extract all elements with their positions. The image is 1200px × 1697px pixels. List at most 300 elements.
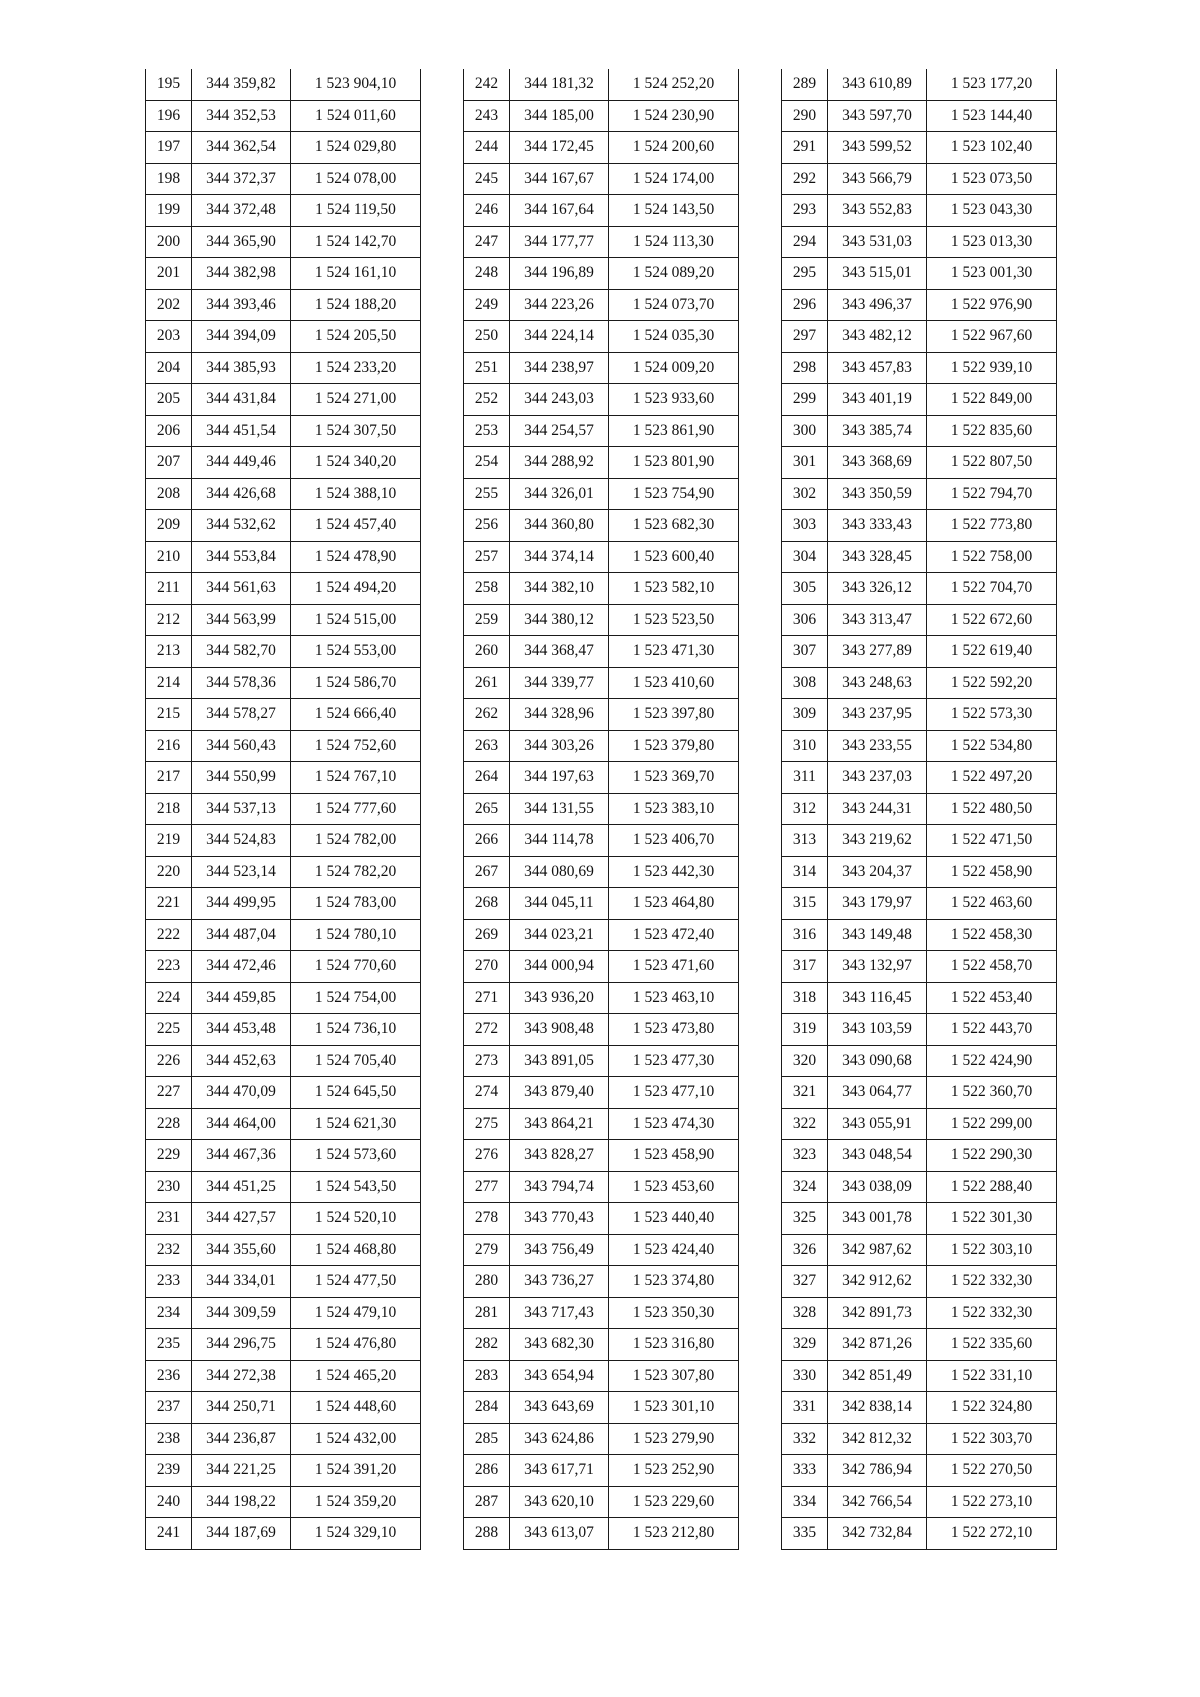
y-coordinate-cell: 1 524 011,60 xyxy=(291,100,421,132)
point-number-cell: 212 xyxy=(146,604,192,636)
table-row xyxy=(782,1360,1057,1392)
coordinates-table-2 xyxy=(463,69,739,1550)
point-number-cell: 320 xyxy=(782,1045,828,1077)
x-coordinate-cell: 342 987,62 xyxy=(828,1234,927,1266)
x-coordinate-cell: 343 244,31 xyxy=(828,793,927,825)
point-number-cell: 314 xyxy=(782,856,828,888)
point-number-cell: 208 xyxy=(146,478,192,510)
x-coordinate-cell: 344 181,32 xyxy=(510,69,609,100)
x-coordinate-cell: 343 936,20 xyxy=(510,982,609,1014)
y-coordinate-cell: 1 524 573,60 xyxy=(291,1140,421,1172)
table-row xyxy=(464,1266,739,1298)
y-coordinate-cell: 1 523 754,90 xyxy=(609,478,739,510)
x-coordinate-cell: 343 736,27 xyxy=(510,1266,609,1298)
x-coordinate-cell: 344 537,13 xyxy=(192,793,291,825)
point-number-cell: 219 xyxy=(146,825,192,857)
point-number-cell: 199 xyxy=(146,195,192,227)
table-row xyxy=(464,258,739,290)
y-coordinate-cell: 1 522 303,70 xyxy=(927,1423,1057,1455)
x-coordinate-cell: 343 496,37 xyxy=(828,289,927,321)
x-coordinate-cell: 342 912,62 xyxy=(828,1266,927,1298)
point-number-cell: 294 xyxy=(782,226,828,258)
table-row xyxy=(782,447,1057,479)
table-row xyxy=(146,1455,421,1487)
point-number-cell: 309 xyxy=(782,699,828,731)
y-coordinate-cell: 1 524 009,20 xyxy=(609,352,739,384)
point-number-cell: 307 xyxy=(782,636,828,668)
x-coordinate-cell: 344 431,84 xyxy=(192,384,291,416)
x-coordinate-cell: 343 756,49 xyxy=(510,1234,609,1266)
x-coordinate-cell: 343 368,69 xyxy=(828,447,927,479)
x-coordinate-cell: 344 563,99 xyxy=(192,604,291,636)
x-coordinate-cell: 342 766,54 xyxy=(828,1486,927,1518)
table-row xyxy=(782,825,1057,857)
x-coordinate-cell: 343 326,12 xyxy=(828,573,927,605)
table-row xyxy=(146,951,421,983)
y-coordinate-cell: 1 524 777,60 xyxy=(291,793,421,825)
y-coordinate-cell: 1 522 704,70 xyxy=(927,573,1057,605)
table-body xyxy=(464,69,739,1549)
x-coordinate-cell: 344 426,68 xyxy=(192,478,291,510)
table-row xyxy=(146,1360,421,1392)
x-coordinate-cell: 343 599,52 xyxy=(828,132,927,164)
x-coordinate-cell: 343 333,43 xyxy=(828,510,927,542)
point-number-cell: 296 xyxy=(782,289,828,321)
table-row xyxy=(146,510,421,542)
y-coordinate-cell: 1 523 473,80 xyxy=(609,1014,739,1046)
x-coordinate-cell: 343 864,21 xyxy=(510,1108,609,1140)
y-coordinate-cell: 1 523 369,70 xyxy=(609,762,739,794)
x-coordinate-cell: 344 177,77 xyxy=(510,226,609,258)
y-coordinate-cell: 1 522 619,40 xyxy=(927,636,1057,668)
x-coordinate-cell: 344 451,54 xyxy=(192,415,291,447)
x-coordinate-cell: 344 224,14 xyxy=(510,321,609,353)
y-coordinate-cell: 1 524 477,50 xyxy=(291,1266,421,1298)
y-coordinate-cell: 1 523 463,10 xyxy=(609,982,739,1014)
y-coordinate-cell: 1 524 252,20 xyxy=(609,69,739,100)
x-coordinate-cell: 343 179,97 xyxy=(828,888,927,920)
table-row xyxy=(464,321,739,353)
point-number-cell: 203 xyxy=(146,321,192,353)
table-row xyxy=(782,100,1057,132)
x-coordinate-cell: 343 401,19 xyxy=(828,384,927,416)
point-number-cell: 238 xyxy=(146,1423,192,1455)
x-coordinate-cell: 343 328,45 xyxy=(828,541,927,573)
x-coordinate-cell: 344 355,60 xyxy=(192,1234,291,1266)
point-number-cell: 204 xyxy=(146,352,192,384)
table-row xyxy=(146,1234,421,1266)
x-coordinate-cell: 344 221,25 xyxy=(192,1455,291,1487)
point-number-cell: 279 xyxy=(464,1234,510,1266)
table-row xyxy=(782,132,1057,164)
point-number-cell: 213 xyxy=(146,636,192,668)
x-coordinate-cell: 343 350,59 xyxy=(828,478,927,510)
y-coordinate-cell: 1 523 374,80 xyxy=(609,1266,739,1298)
y-coordinate-cell: 1 524 782,00 xyxy=(291,825,421,857)
y-coordinate-cell: 1 522 939,10 xyxy=(927,352,1057,384)
table-row xyxy=(146,699,421,731)
y-coordinate-cell: 1 522 458,30 xyxy=(927,919,1057,951)
point-number-cell: 335 xyxy=(782,1518,828,1550)
table-row xyxy=(146,447,421,479)
y-coordinate-cell: 1 523 458,90 xyxy=(609,1140,739,1172)
table-row xyxy=(464,699,739,731)
y-coordinate-cell: 1 524 188,20 xyxy=(291,289,421,321)
y-coordinate-cell: 1 523 861,90 xyxy=(609,415,739,447)
table-row xyxy=(782,636,1057,668)
table-row xyxy=(464,132,739,164)
point-number-cell: 305 xyxy=(782,573,828,605)
table-row xyxy=(782,793,1057,825)
y-coordinate-cell: 1 524 515,00 xyxy=(291,604,421,636)
point-number-cell: 308 xyxy=(782,667,828,699)
point-number-cell: 317 xyxy=(782,951,828,983)
point-number-cell: 223 xyxy=(146,951,192,983)
y-coordinate-cell: 1 523 582,10 xyxy=(609,573,739,605)
table-row xyxy=(146,321,421,353)
x-coordinate-cell: 344 578,27 xyxy=(192,699,291,731)
point-number-cell: 227 xyxy=(146,1077,192,1109)
point-number-cell: 290 xyxy=(782,100,828,132)
y-coordinate-cell: 1 523 471,30 xyxy=(609,636,739,668)
x-coordinate-cell: 344 372,48 xyxy=(192,195,291,227)
y-coordinate-cell: 1 522 332,30 xyxy=(927,1297,1057,1329)
x-coordinate-cell: 344 223,26 xyxy=(510,289,609,321)
y-coordinate-cell: 1 524 494,20 xyxy=(291,573,421,605)
point-number-cell: 220 xyxy=(146,856,192,888)
x-coordinate-cell: 344 472,46 xyxy=(192,951,291,983)
table-row xyxy=(782,856,1057,888)
point-number-cell: 240 xyxy=(146,1486,192,1518)
x-coordinate-cell: 343 090,68 xyxy=(828,1045,927,1077)
table-row xyxy=(464,478,739,510)
point-number-cell: 334 xyxy=(782,1486,828,1518)
point-number-cell: 304 xyxy=(782,541,828,573)
point-number-cell: 225 xyxy=(146,1014,192,1046)
y-coordinate-cell: 1 524 142,70 xyxy=(291,226,421,258)
point-number-cell: 243 xyxy=(464,100,510,132)
x-coordinate-cell: 344 487,04 xyxy=(192,919,291,951)
y-coordinate-cell: 1 524 780,10 xyxy=(291,919,421,951)
table-row xyxy=(464,195,739,227)
x-coordinate-cell: 342 891,73 xyxy=(828,1297,927,1329)
x-coordinate-cell: 343 248,63 xyxy=(828,667,927,699)
point-number-cell: 315 xyxy=(782,888,828,920)
x-coordinate-cell: 344 250,71 xyxy=(192,1392,291,1424)
point-number-cell: 289 xyxy=(782,69,828,100)
point-number-cell: 202 xyxy=(146,289,192,321)
table-row xyxy=(782,1266,1057,1298)
table-row xyxy=(146,730,421,762)
y-coordinate-cell: 1 524 520,10 xyxy=(291,1203,421,1235)
point-number-cell: 272 xyxy=(464,1014,510,1046)
x-coordinate-cell: 343 233,55 xyxy=(828,730,927,762)
table-row xyxy=(464,793,739,825)
y-coordinate-cell: 1 524 457,40 xyxy=(291,510,421,542)
point-number-cell: 226 xyxy=(146,1045,192,1077)
y-coordinate-cell: 1 523 001,30 xyxy=(927,258,1057,290)
x-coordinate-cell: 343 682,30 xyxy=(510,1329,609,1361)
y-coordinate-cell: 1 523 043,30 xyxy=(927,195,1057,227)
point-number-cell: 198 xyxy=(146,163,192,195)
y-coordinate-cell: 1 522 301,30 xyxy=(927,1203,1057,1235)
point-number-cell: 269 xyxy=(464,919,510,951)
y-coordinate-cell: 1 524 705,40 xyxy=(291,1045,421,1077)
y-coordinate-cell: 1 523 904,10 xyxy=(291,69,421,100)
y-coordinate-cell: 1 522 458,90 xyxy=(927,856,1057,888)
table-row xyxy=(146,1108,421,1140)
x-coordinate-cell: 344 382,98 xyxy=(192,258,291,290)
x-coordinate-cell: 344 372,37 xyxy=(192,163,291,195)
y-coordinate-cell: 1 523 424,40 xyxy=(609,1234,739,1266)
table-row xyxy=(146,1140,421,1172)
point-number-cell: 221 xyxy=(146,888,192,920)
x-coordinate-cell: 343 617,71 xyxy=(510,1455,609,1487)
point-number-cell: 318 xyxy=(782,982,828,1014)
x-coordinate-cell: 344 464,00 xyxy=(192,1108,291,1140)
point-number-cell: 211 xyxy=(146,573,192,605)
x-coordinate-cell: 343 515,01 xyxy=(828,258,927,290)
point-number-cell: 286 xyxy=(464,1455,510,1487)
point-number-cell: 228 xyxy=(146,1108,192,1140)
y-coordinate-cell: 1 522 290,30 xyxy=(927,1140,1057,1172)
y-coordinate-cell: 1 524 666,40 xyxy=(291,699,421,731)
y-coordinate-cell: 1 524 770,60 xyxy=(291,951,421,983)
x-coordinate-cell: 344 582,70 xyxy=(192,636,291,668)
y-coordinate-cell: 1 524 271,00 xyxy=(291,384,421,416)
y-coordinate-cell: 1 523 307,80 xyxy=(609,1360,739,1392)
y-coordinate-cell: 1 524 073,70 xyxy=(609,289,739,321)
y-coordinate-cell: 1 522 976,90 xyxy=(927,289,1057,321)
x-coordinate-cell: 342 838,14 xyxy=(828,1392,927,1424)
x-coordinate-cell: 344 254,57 xyxy=(510,415,609,447)
point-number-cell: 236 xyxy=(146,1360,192,1392)
point-number-cell: 245 xyxy=(464,163,510,195)
table-row xyxy=(782,415,1057,447)
point-number-cell: 197 xyxy=(146,132,192,164)
table-row xyxy=(782,541,1057,573)
point-number-cell: 302 xyxy=(782,478,828,510)
y-coordinate-cell: 1 522 299,00 xyxy=(927,1108,1057,1140)
y-coordinate-cell: 1 522 324,80 xyxy=(927,1392,1057,1424)
x-coordinate-cell: 342 812,32 xyxy=(828,1423,927,1455)
x-coordinate-cell: 344 499,95 xyxy=(192,888,291,920)
table-row xyxy=(464,1455,739,1487)
y-coordinate-cell: 1 524 161,10 xyxy=(291,258,421,290)
x-coordinate-cell: 344 382,10 xyxy=(510,573,609,605)
y-coordinate-cell: 1 522 967,60 xyxy=(927,321,1057,353)
table-row xyxy=(146,352,421,384)
x-coordinate-cell: 343 038,09 xyxy=(828,1171,927,1203)
x-coordinate-cell: 344 578,36 xyxy=(192,667,291,699)
table-row xyxy=(782,982,1057,1014)
table-row xyxy=(464,1108,739,1140)
y-coordinate-cell: 1 523 471,60 xyxy=(609,951,739,983)
x-coordinate-cell: 344 550,99 xyxy=(192,762,291,794)
y-coordinate-cell: 1 522 573,30 xyxy=(927,699,1057,731)
table-row xyxy=(464,667,739,699)
y-coordinate-cell: 1 524 143,50 xyxy=(609,195,739,227)
x-coordinate-cell: 344 560,43 xyxy=(192,730,291,762)
x-coordinate-cell: 344 362,54 xyxy=(192,132,291,164)
y-coordinate-cell: 1 522 849,00 xyxy=(927,384,1057,416)
y-coordinate-cell: 1 522 807,50 xyxy=(927,447,1057,479)
x-coordinate-cell: 344 380,12 xyxy=(510,604,609,636)
table-row xyxy=(464,825,739,857)
y-coordinate-cell: 1 522 272,10 xyxy=(927,1518,1057,1550)
point-number-cell: 271 xyxy=(464,982,510,1014)
point-number-cell: 233 xyxy=(146,1266,192,1298)
point-number-cell: 311 xyxy=(782,762,828,794)
x-coordinate-cell: 342 786,94 xyxy=(828,1455,927,1487)
x-coordinate-cell: 342 851,49 xyxy=(828,1360,927,1392)
point-number-cell: 276 xyxy=(464,1140,510,1172)
table-row xyxy=(464,1140,739,1172)
point-number-cell: 257 xyxy=(464,541,510,573)
table-row xyxy=(782,730,1057,762)
table-row xyxy=(146,1518,421,1550)
x-coordinate-cell: 344 238,97 xyxy=(510,352,609,384)
x-coordinate-cell: 344 303,26 xyxy=(510,730,609,762)
table-row xyxy=(464,289,739,321)
y-coordinate-cell: 1 523 252,90 xyxy=(609,1455,739,1487)
y-coordinate-cell: 1 523 410,60 xyxy=(609,667,739,699)
point-number-cell: 215 xyxy=(146,699,192,731)
point-number-cell: 255 xyxy=(464,478,510,510)
y-coordinate-cell: 1 523 013,30 xyxy=(927,226,1057,258)
table-row xyxy=(782,1108,1057,1140)
point-number-cell: 328 xyxy=(782,1297,828,1329)
x-coordinate-cell: 343 219,62 xyxy=(828,825,927,857)
y-coordinate-cell: 1 524 233,20 xyxy=(291,352,421,384)
table-row xyxy=(464,510,739,542)
x-coordinate-cell: 344 272,38 xyxy=(192,1360,291,1392)
x-coordinate-cell: 344 328,96 xyxy=(510,699,609,731)
table-row xyxy=(146,856,421,888)
point-number-cell: 241 xyxy=(146,1518,192,1550)
point-number-cell: 299 xyxy=(782,384,828,416)
x-coordinate-cell: 344 296,75 xyxy=(192,1329,291,1361)
x-coordinate-cell: 343 204,37 xyxy=(828,856,927,888)
point-number-cell: 196 xyxy=(146,100,192,132)
point-number-cell: 288 xyxy=(464,1518,510,1550)
y-coordinate-cell: 1 524 388,10 xyxy=(291,478,421,510)
point-number-cell: 210 xyxy=(146,541,192,573)
table-row xyxy=(782,478,1057,510)
y-coordinate-cell: 1 523 397,80 xyxy=(609,699,739,731)
point-number-cell: 239 xyxy=(146,1455,192,1487)
point-number-cell: 237 xyxy=(146,1392,192,1424)
x-coordinate-cell: 344 023,21 xyxy=(510,919,609,951)
point-number-cell: 265 xyxy=(464,793,510,825)
y-coordinate-cell: 1 524 478,90 xyxy=(291,541,421,573)
table-row xyxy=(146,1077,421,1109)
y-coordinate-cell: 1 523 477,10 xyxy=(609,1077,739,1109)
point-number-cell: 230 xyxy=(146,1171,192,1203)
y-coordinate-cell: 1 522 480,50 xyxy=(927,793,1057,825)
y-coordinate-cell: 1 522 270,50 xyxy=(927,1455,1057,1487)
point-number-cell: 323 xyxy=(782,1140,828,1172)
point-number-cell: 282 xyxy=(464,1329,510,1361)
y-coordinate-cell: 1 522 497,20 xyxy=(927,762,1057,794)
x-coordinate-cell: 344 185,00 xyxy=(510,100,609,132)
table-row xyxy=(464,573,739,605)
point-number-cell: 209 xyxy=(146,510,192,542)
x-coordinate-cell: 343 149,48 xyxy=(828,919,927,951)
y-coordinate-cell: 1 523 279,90 xyxy=(609,1423,739,1455)
point-number-cell: 254 xyxy=(464,447,510,479)
table-row xyxy=(146,541,421,573)
y-coordinate-cell: 1 522 835,60 xyxy=(927,415,1057,447)
x-coordinate-cell: 343 237,95 xyxy=(828,699,927,731)
table-row xyxy=(464,69,739,100)
point-number-cell: 297 xyxy=(782,321,828,353)
y-coordinate-cell: 1 522 443,70 xyxy=(927,1014,1057,1046)
table-row xyxy=(464,951,739,983)
table-row xyxy=(782,667,1057,699)
table-row xyxy=(146,1392,421,1424)
point-number-cell: 231 xyxy=(146,1203,192,1235)
x-coordinate-cell: 343 794,74 xyxy=(510,1171,609,1203)
y-coordinate-cell: 1 524 119,50 xyxy=(291,195,421,227)
table-row xyxy=(464,100,739,132)
table-row xyxy=(782,69,1057,100)
point-number-cell: 268 xyxy=(464,888,510,920)
y-coordinate-cell: 1 524 468,80 xyxy=(291,1234,421,1266)
x-coordinate-cell: 344 394,09 xyxy=(192,321,291,353)
point-number-cell: 262 xyxy=(464,699,510,731)
table-row xyxy=(146,825,421,857)
table-row xyxy=(782,1203,1057,1235)
point-number-cell: 333 xyxy=(782,1455,828,1487)
x-coordinate-cell: 344 427,57 xyxy=(192,1203,291,1235)
point-number-cell: 281 xyxy=(464,1297,510,1329)
table-row xyxy=(146,1329,421,1361)
table-row xyxy=(782,1077,1057,1109)
table-row xyxy=(782,1234,1057,1266)
y-coordinate-cell: 1 524 767,10 xyxy=(291,762,421,794)
table-row xyxy=(464,415,739,447)
point-number-cell: 201 xyxy=(146,258,192,290)
table-row xyxy=(782,384,1057,416)
x-coordinate-cell: 344 532,62 xyxy=(192,510,291,542)
point-number-cell: 306 xyxy=(782,604,828,636)
x-coordinate-cell: 343 001,78 xyxy=(828,1203,927,1235)
x-coordinate-cell: 343 313,47 xyxy=(828,604,927,636)
x-coordinate-cell: 344 236,87 xyxy=(192,1423,291,1455)
y-coordinate-cell: 1 524 113,30 xyxy=(609,226,739,258)
x-coordinate-cell: 343 531,03 xyxy=(828,226,927,258)
point-number-cell: 325 xyxy=(782,1203,828,1235)
point-number-cell: 206 xyxy=(146,415,192,447)
table-row xyxy=(464,541,739,573)
table-row xyxy=(464,1392,739,1424)
y-coordinate-cell: 1 524 448,60 xyxy=(291,1392,421,1424)
table-row xyxy=(782,1455,1057,1487)
y-coordinate-cell: 1 523 933,60 xyxy=(609,384,739,416)
table-row xyxy=(146,1171,421,1203)
table-row xyxy=(464,1360,739,1392)
x-coordinate-cell: 344 453,48 xyxy=(192,1014,291,1046)
y-coordinate-cell: 1 522 463,60 xyxy=(927,888,1057,920)
x-coordinate-cell: 344 288,92 xyxy=(510,447,609,479)
point-number-cell: 293 xyxy=(782,195,828,227)
table-row xyxy=(146,793,421,825)
y-coordinate-cell: 1 522 471,50 xyxy=(927,825,1057,857)
y-coordinate-cell: 1 524 432,00 xyxy=(291,1423,421,1455)
y-coordinate-cell: 1 523 474,30 xyxy=(609,1108,739,1140)
point-number-cell: 260 xyxy=(464,636,510,668)
